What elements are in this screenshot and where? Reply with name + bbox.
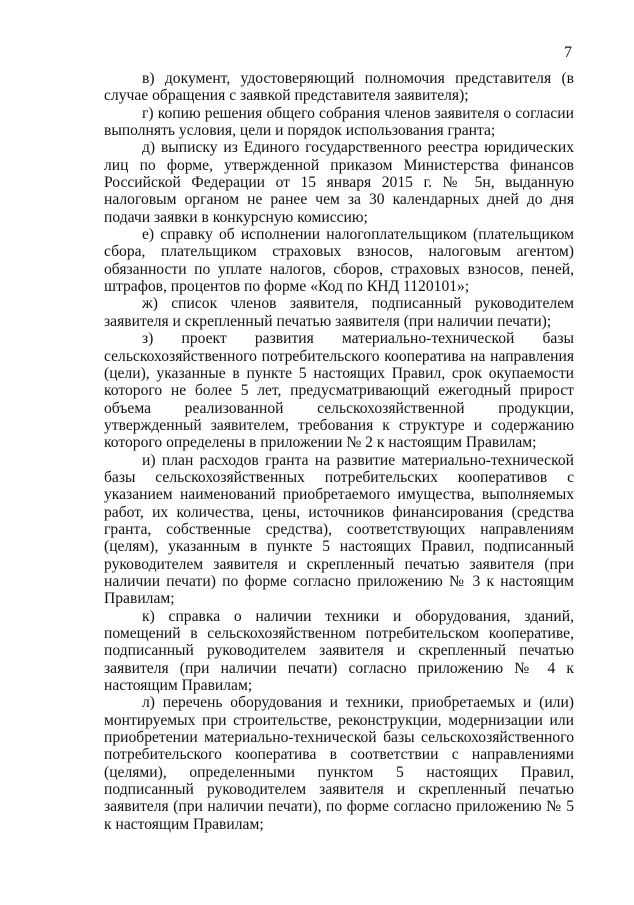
paragraph-i: и) план расходов гранта на развитие материально-технической базы сельскохозяйственных потребительских кооперативов с указанием наименований приобретаемого имущества, выполняемых работ, их количества, цены, источников финансирования (средства гранта, собственные средства), соответствующих направлениям (целям), указанным в пункте 5 настоящих Правил, подписанный руководителем заявителя и скрепленный печатью заявителя (при наличии печати) по форме согласно приложению № 3 к настоящим Правилам; [104,451,574,608]
paragraph-v: в) документ, удостоверяющий полномочия представителя (в случае обращения с заявкой представителя заявителя); [104,70,574,105]
paragraph-k: к) справка о наличии техники и оборудования, зданий, помещений в сельскохозяйственном потребительском кооперативе, подписанный руководителем заявителя и скрепленный печатью заявителя (при наличии печати) согласно приложению № 4 к настоящим Правилам; [104,607,574,695]
page-number: 7 [564,44,572,61]
paragraph-d: д) выписку из Единого государственного реестра юридических лиц по форме, утвержденной приказом Министерства финансов Российской Федерации от 15 января 2015 г. № 5н, выданную налоговым органом не ранее чем за 30 календарных дней до дня подачи заявки в конкурсную комиссию; [104,139,574,226]
paragraph-e: е) справку об исполнении налогоплательщиком (плательщиком сбора, плательщиком страховых взносов, налоговым агентом) обязанности по уплате налогов, сборов, страховых взносов, пеней, штрафов, процентов по форме «Код по КНД 1120101»; [104,226,574,296]
paragraph-z: з) проект развития материально-технической базы сельскохозяйственного потребительского кооператива на направления (цели), указанные в пункте 5 настоящих Правил, срок окупаемости которого не более 5 лет, предусматривающий ежегодный прирост объема реализованной сельскохозяйственной продукции, утвержденный заявителем, требования к структуре и содержанию которого определены в приложении № 2 к настоящим Правилам; [104,330,574,452]
paragraph-l: л) перечень оборудования и техники, приобретаемых и (или) монтируемых при строительстве, реконструкции, модернизации или приобретении материально-технической базы сельскохозяйственного потребительского кооператива в соответствии с направлениями (целями), определенными пунктом 5 настоящих Правил, подписанный руководителем заявителя и скрепленный печатью заявителя (при наличии печати), по форме согласно приложению № 5 к настоящим Правилам; [104,694,574,833]
document-body [104,70,574,833]
paragraph-g: г) копию решения общего собрания членов заявителя о согласии выполнять условия, цели и порядок использования гранта; [104,104,574,140]
paragraph-zh: ж) список членов заявителя, подписанный руководителем заявителя и скрепленный печатью заявителя (при наличии печати); [104,295,574,330]
